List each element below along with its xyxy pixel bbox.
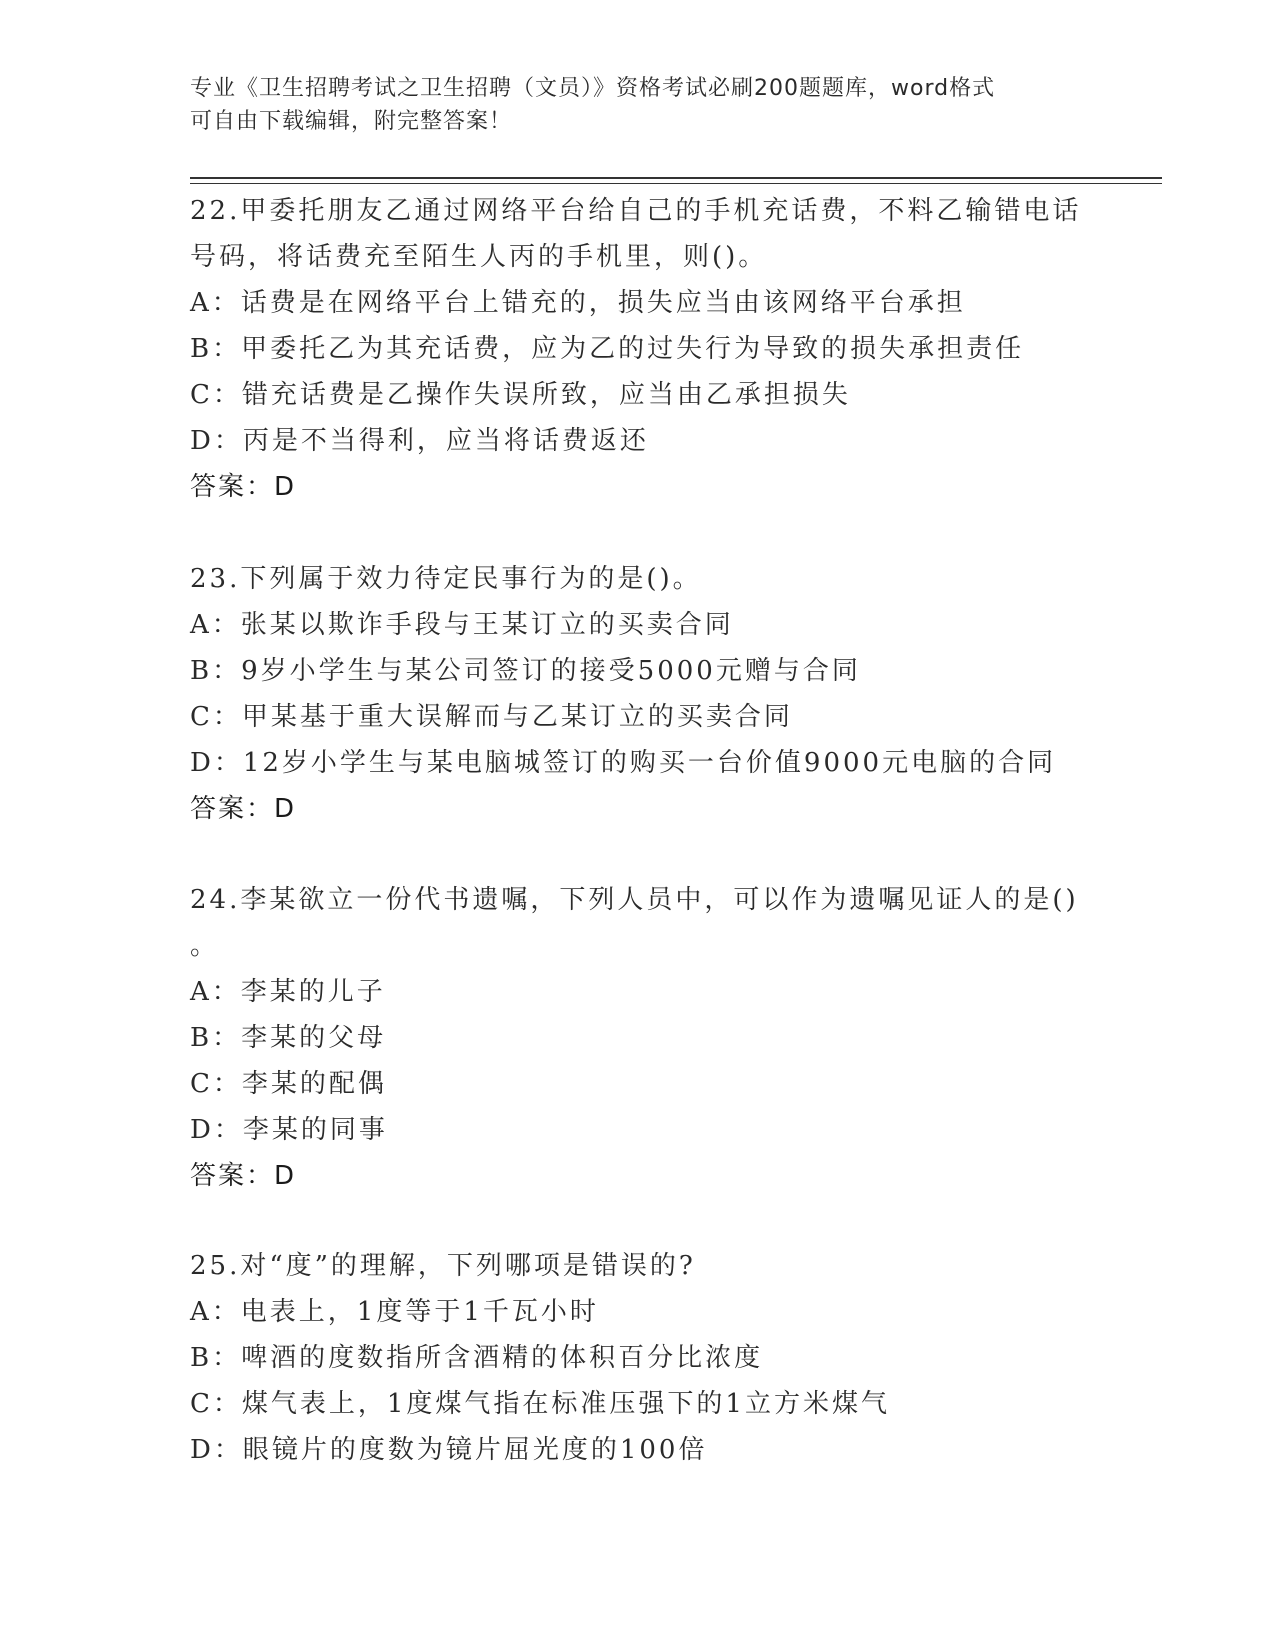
question-stem: 23.下列属于效力待定民事行为的是()。 — [190, 564, 702, 594]
header-divider-thick — [190, 177, 1162, 179]
option-b: B：9岁小学生与某公司签订的接受5000元赠与合同 — [190, 656, 861, 686]
option-a: A：电表上，1度等于1千瓦小时 — [190, 1297, 599, 1327]
option-a: A：李某的儿子 — [190, 977, 386, 1007]
answer: 答案：D — [190, 794, 297, 824]
header-line-2: 可自由下载编辑，附完整答案！ — [190, 109, 513, 134]
option-d: D：眼镜片的度数为镜片屈光度的100倍 — [190, 1435, 708, 1465]
answer: 答案：D — [190, 1161, 297, 1191]
question-23 — [190, 556, 1090, 832]
answer: 答案：D — [190, 472, 297, 502]
option-d: D：李某的同事 — [190, 1115, 388, 1145]
header-line-1: 专业《卫生招聘考试之卫生招聘（文员）》资格考试必刷200题题库，word格式 — [190, 76, 996, 101]
question-stem: 号码，将话费充至陌生人丙的手机里，则()。 — [190, 242, 768, 272]
document-header — [190, 72, 1090, 138]
question-stem: 24.李某欲立一份代书遗嘱，下列人员中，可以作为遗嘱见证人的是() — [190, 885, 1079, 915]
option-c: C：甲某基于重大误解而与乙某订立的买卖合同 — [190, 702, 793, 732]
option-c: C：李某的配偶 — [190, 1069, 387, 1099]
question-24 — [190, 877, 1090, 1199]
option-d: D：丙是不当得利，应当将话费返还 — [190, 426, 649, 456]
question-25 — [190, 1243, 1090, 1473]
question-stem: 。 — [190, 931, 220, 961]
option-d: D：12岁小学生与某电脑城签订的购买一台价值9000元电脑的合同 — [190, 748, 1057, 778]
option-b: B：甲委托乙为其充话费，应为乙的过失行为导致的损失承担责任 — [190, 334, 1025, 364]
question-stem: 25.对“度”的理解，下列哪项是错误的? — [190, 1251, 696, 1281]
option-a: A：张某以欺诈手段与王某订立的买卖合同 — [190, 610, 734, 640]
header-divider-thin — [190, 183, 1162, 184]
option-b: B：啤酒的度数指所含酒精的体积百分比浓度 — [190, 1343, 764, 1373]
option-a: A：话费是在网络平台上错充的，损失应当由该网络平台承担 — [190, 288, 966, 318]
option-b: B：李某的父母 — [190, 1023, 387, 1053]
question-stem: 22.甲委托朋友乙通过网络平台给自己的手机充话费，不料乙输错电话 — [190, 196, 1082, 226]
question-22 — [190, 188, 1090, 510]
option-c: C：错充话费是乙操作失误所致，应当由乙承担损失 — [190, 380, 851, 410]
option-c: C：煤气表上，1度煤气指在标准压强下的1立方米煤气 — [190, 1389, 890, 1419]
